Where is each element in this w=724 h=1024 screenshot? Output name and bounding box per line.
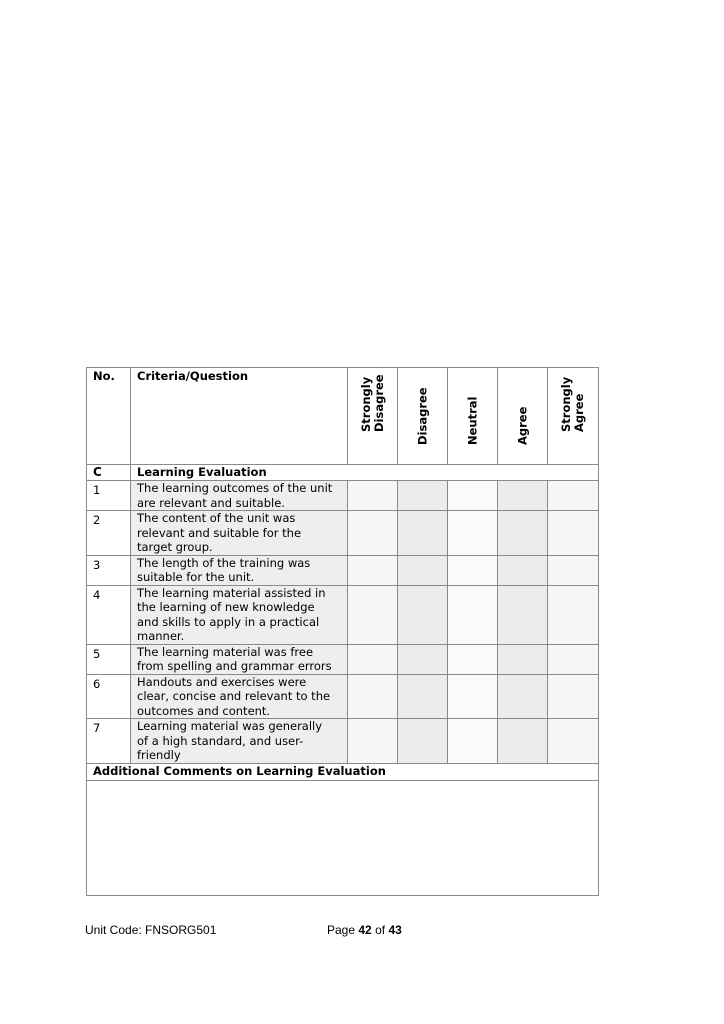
row-number: 1 (87, 481, 131, 511)
question-line: manner. (137, 629, 185, 643)
question-line: of a high standard, and user- (137, 733, 304, 748)
question-line: the learning of new knowledge (137, 600, 315, 614)
rating-cell-strongly-disagree[interactable] (348, 481, 398, 511)
learning-evaluation-table (86, 367, 599, 896)
rating-cell-strongly-agree[interactable] (548, 585, 599, 644)
question-line: relevant and suitable for the (137, 525, 302, 540)
row-question (131, 555, 348, 585)
rating-cell-neutral[interactable] (448, 555, 498, 585)
question-line: The learning material was free (137, 644, 314, 659)
rating-cell-strongly-agree[interactable] (548, 481, 599, 511)
table-row (87, 674, 599, 719)
row-number: 5 (87, 644, 131, 674)
comments-box-row (87, 780, 599, 895)
question-line: and skills to apply in a practical (137, 614, 320, 629)
rating-cell-strongly-agree[interactable] (548, 555, 599, 585)
rating-cell-neutral[interactable] (448, 644, 498, 674)
rating-cell-neutral[interactable] (448, 674, 498, 719)
row-question (131, 585, 348, 644)
footer-page-of: of (375, 923, 386, 937)
section-code: C (87, 465, 131, 481)
rating-cell-neutral[interactable] (448, 719, 498, 764)
footer-unit-code: Unit Code: FNSORG501 (85, 923, 217, 937)
rating-cell-strongly-disagree[interactable] (348, 555, 398, 585)
row-number: 6 (87, 674, 131, 719)
row-question (131, 719, 348, 764)
row-question (131, 511, 348, 556)
row-number: 4 (87, 585, 131, 644)
row-number: 3 (87, 555, 131, 585)
rating-cell-agree[interactable] (498, 585, 548, 644)
header-agree (498, 368, 548, 465)
question-line: clear, concise and relevant to the (137, 689, 331, 703)
header-strongly-agree-line2: Agree (572, 393, 586, 432)
footer-page-total: 43 (388, 923, 402, 937)
header-neutral (448, 368, 498, 465)
rating-cell-disagree[interactable] (398, 585, 448, 644)
table-row (87, 481, 599, 511)
rating-cell-strongly-agree[interactable] (548, 719, 599, 764)
rating-cell-disagree[interactable] (398, 719, 448, 764)
footer-page-number (327, 923, 402, 937)
rating-cell-strongly-agree[interactable] (548, 644, 599, 674)
question-line: suitable for the unit. (137, 570, 255, 584)
question-line: The length of the training was (137, 555, 311, 570)
rating-cell-disagree[interactable] (398, 511, 448, 556)
question-line: The content of the unit was (137, 511, 296, 525)
header-agree-label: Agree (515, 406, 529, 445)
row-number: 2 (87, 511, 131, 556)
header-disagree-label: Disagree (415, 387, 429, 445)
rating-cell-agree[interactable] (498, 674, 548, 719)
row-question (131, 481, 348, 511)
header-criteria: Criteria/Question (131, 368, 348, 465)
question-line: Learning material was generally (137, 719, 323, 733)
table-row (87, 719, 599, 764)
header-no: No. (87, 368, 131, 465)
row-question (131, 674, 348, 719)
question-line: The learning outcomes of the unit (137, 481, 333, 495)
section-row (87, 465, 599, 481)
question-line: target group. (137, 540, 213, 554)
comments-label: Additional Comments on Learning Evaluation (87, 763, 599, 780)
table-header-row (87, 368, 599, 465)
header-neutral-label: Neutral (465, 396, 479, 445)
question-line: outcomes and content. (137, 703, 271, 718)
comments-label-row (87, 763, 599, 780)
rating-cell-neutral[interactable] (448, 481, 498, 511)
question-line: friendly (137, 748, 181, 762)
row-number: 7 (87, 719, 131, 764)
rating-cell-strongly-agree[interactable] (548, 511, 599, 556)
rating-cell-agree[interactable] (498, 481, 548, 511)
rating-cell-disagree[interactable] (398, 555, 448, 585)
section-title: Learning Evaluation (131, 465, 599, 481)
header-strongly-disagree-line2: Disagree (371, 374, 386, 432)
header-strongly-agree (548, 368, 599, 465)
footer-page-current: 42 (358, 923, 372, 937)
rating-cell-agree[interactable] (498, 511, 548, 556)
rating-cell-neutral[interactable] (448, 511, 498, 556)
question-line: Handouts and exercises were (137, 674, 307, 689)
rating-cell-disagree[interactable] (398, 674, 448, 719)
rating-cell-strongly-agree[interactable] (548, 674, 599, 719)
rating-cell-strongly-disagree[interactable] (348, 719, 398, 764)
rating-cell-strongly-disagree[interactable] (348, 674, 398, 719)
rating-cell-disagree[interactable] (398, 644, 448, 674)
rating-cell-strongly-disagree[interactable] (348, 585, 398, 644)
question-line: The learning material assisted in (137, 585, 326, 600)
rating-cell-disagree[interactable] (398, 481, 448, 511)
row-question (131, 644, 348, 674)
question-line: are relevant and suitable. (137, 495, 285, 510)
header-strongly-agree-line1: Strongly (559, 376, 573, 432)
rating-cell-agree[interactable] (498, 644, 548, 674)
table-row (87, 555, 599, 585)
comments-box[interactable] (87, 780, 599, 895)
rating-cell-strongly-disagree[interactable] (348, 511, 398, 556)
table-row (87, 511, 599, 556)
rating-cell-strongly-disagree[interactable] (348, 644, 398, 674)
header-strongly-disagree (348, 368, 398, 465)
table-row (87, 585, 599, 644)
table-row (87, 644, 599, 674)
header-strongly-disagree-line1: Strongly (358, 376, 373, 432)
rating-cell-neutral[interactable] (448, 585, 498, 644)
header-disagree (398, 368, 448, 465)
rating-cell-agree[interactable] (498, 555, 548, 585)
footer-page-word: Page (327, 923, 356, 937)
question-line: from spelling and grammar errors (137, 659, 332, 673)
rating-cell-agree[interactable] (498, 719, 548, 764)
